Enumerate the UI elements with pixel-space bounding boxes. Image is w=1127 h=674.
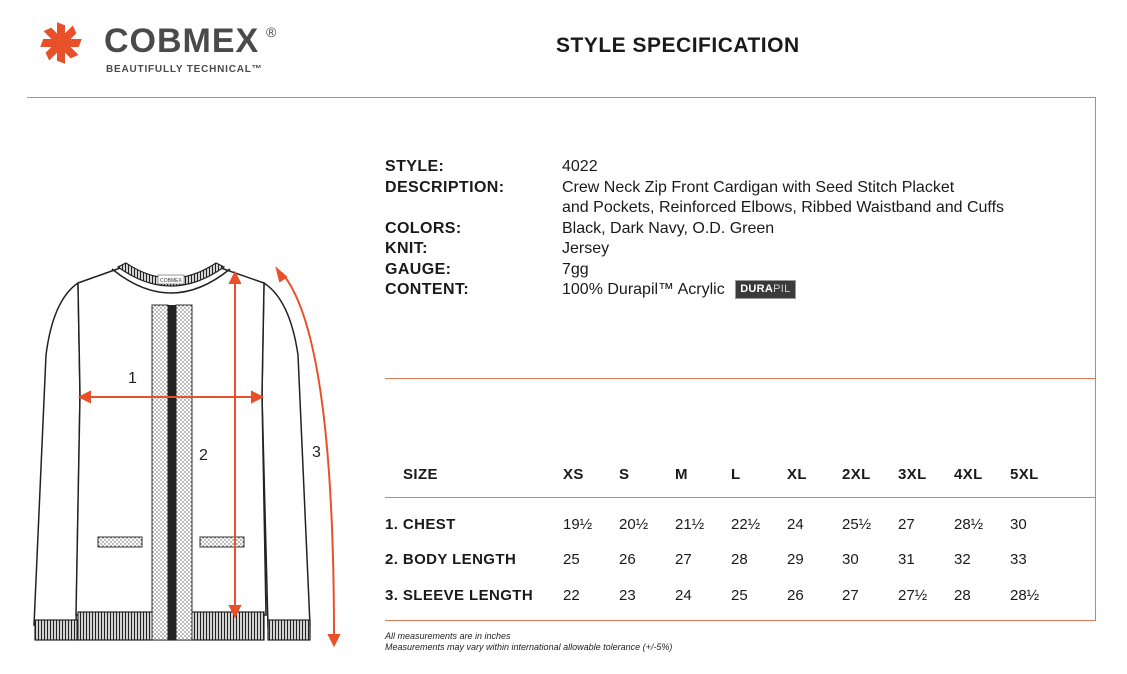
spec-label: KNIT: xyxy=(385,240,428,257)
durapil-badge-pil: PIL xyxy=(773,283,791,296)
spec-row-description xyxy=(385,178,1092,219)
spec-value: Black, Dark Navy, O.D. Green xyxy=(562,219,775,237)
table-header-divider xyxy=(385,497,1096,498)
spec-value: 4022 xyxy=(562,158,598,175)
spec-value: Jersey xyxy=(562,240,610,257)
table-cell: 28 xyxy=(954,587,971,604)
size-column-header: M xyxy=(675,466,688,483)
size-column-header: 2XL xyxy=(842,466,871,483)
durapil-badge xyxy=(735,280,795,299)
right-border xyxy=(1095,97,1096,621)
note-line: Measurements may vary within international allowable tolerance (+/-5%) xyxy=(385,642,673,652)
spec-label: GAUGE: xyxy=(385,260,452,278)
registered-mark: ® xyxy=(266,24,277,40)
table-cell: 33 xyxy=(1010,551,1027,568)
size-column-header: 4XL xyxy=(954,466,983,483)
spec-divider xyxy=(385,378,1096,379)
content-text: 100% Durapil™ Acrylic xyxy=(562,281,725,298)
header-divider xyxy=(27,97,1096,98)
spec-label: STYLE: xyxy=(385,158,445,175)
brand-logo xyxy=(26,8,286,80)
table-cell: 21½ xyxy=(675,516,705,533)
spec-row-knit xyxy=(385,239,1092,260)
table-cell: 28 xyxy=(731,551,748,568)
table-row xyxy=(385,551,1095,581)
row-label: 1. CHEST xyxy=(385,516,456,533)
table-cell: 20½ xyxy=(619,516,649,533)
table-cell: 25½ xyxy=(842,516,872,533)
table-cell: 22 xyxy=(563,587,580,604)
table-cell: 28½ xyxy=(954,516,984,533)
cobmex-burst-icon xyxy=(26,8,96,78)
size-column-header: L xyxy=(731,466,741,483)
table-cell: 24 xyxy=(787,516,804,533)
right-placket xyxy=(176,305,192,640)
left-cuff xyxy=(35,620,77,640)
note-line: All measurements are in inches xyxy=(385,631,511,641)
size-column-header: S xyxy=(619,466,630,483)
sleeve-length-arrow-head-bottom xyxy=(329,635,339,645)
spec-value xyxy=(562,178,1092,219)
table-cell: 27 xyxy=(842,587,859,604)
description-line: and Pockets, Reinforced Elbows, Ribbed Waistband and Cuffs xyxy=(562,199,1005,216)
table-cell: 27 xyxy=(898,516,915,533)
spec-label: COLORS: xyxy=(385,219,462,237)
table-cell: 25 xyxy=(731,587,748,604)
zipper xyxy=(168,305,176,640)
spec-label: CONTENT: xyxy=(385,281,470,298)
spec-block xyxy=(385,157,1092,301)
description-line: Crew Neck Zip Front Cardigan with Seed Stitch Placket xyxy=(562,178,955,196)
table-cell: 31 xyxy=(898,551,915,568)
durapil-badge-dura: DURA xyxy=(740,283,774,296)
table-cell: 32 xyxy=(954,551,971,568)
table-cell: 27½ xyxy=(898,587,928,604)
sleeve-length-label: 3 xyxy=(312,444,321,461)
table-row xyxy=(385,516,1095,546)
table-cell: 26 xyxy=(787,587,804,604)
table-cell: 22½ xyxy=(731,516,761,533)
neck-label-text: COBMEX xyxy=(160,278,182,284)
table-row xyxy=(385,587,1095,617)
size-column-header: XS xyxy=(563,466,584,483)
size-column-header: 5XL xyxy=(1010,466,1039,483)
size-column-header: 3XL xyxy=(898,466,927,483)
table-cell: 28½ xyxy=(1010,587,1040,604)
table-header-row xyxy=(385,466,1095,496)
measurement-notes xyxy=(385,631,672,653)
size-column-header: XL xyxy=(787,466,807,483)
table-bottom-divider xyxy=(385,620,1096,621)
table-cell: 24 xyxy=(675,587,692,604)
left-sleeve xyxy=(34,283,80,627)
sleeve-length-arrow-head-top xyxy=(277,269,286,281)
table-cell: 29 xyxy=(787,551,804,568)
chest-label: 1 xyxy=(128,370,137,387)
left-pocket xyxy=(98,537,142,547)
right-sleeve xyxy=(262,283,310,627)
spec-row-gauge xyxy=(385,260,1092,281)
right-pocket xyxy=(200,537,244,547)
row-label: 3. SLEEVE LENGTH xyxy=(385,587,534,604)
table-cell: 27 xyxy=(675,551,692,568)
brand-tagline: BEAUTIFULLY TECHNICAL™ xyxy=(106,64,263,75)
table-cell: 30 xyxy=(842,551,859,568)
brand-wordmark: COBMEX xyxy=(104,22,260,60)
spec-label: DESCRIPTION: xyxy=(385,178,505,196)
left-placket xyxy=(152,305,168,640)
table-cell: 23 xyxy=(619,587,636,604)
cardigan-diagram xyxy=(28,255,348,650)
table-cell: 25 xyxy=(563,551,580,568)
spec-row-style xyxy=(385,157,1092,178)
table-cell: 30 xyxy=(1010,516,1027,533)
spec-value: 7gg xyxy=(562,260,589,278)
row-label: 2. BODY LENGTH xyxy=(385,551,517,568)
spec-value xyxy=(562,280,1092,301)
table-cell: 26 xyxy=(619,551,636,568)
size-column-header: SIZE xyxy=(403,466,438,483)
page-title: STYLE SPECIFICATION xyxy=(556,34,800,57)
right-cuff xyxy=(268,620,310,640)
body-length-label: 2 xyxy=(199,447,208,464)
table-cell: 19½ xyxy=(563,516,593,533)
spec-row-colors xyxy=(385,219,1092,240)
spec-row-content xyxy=(385,280,1092,301)
